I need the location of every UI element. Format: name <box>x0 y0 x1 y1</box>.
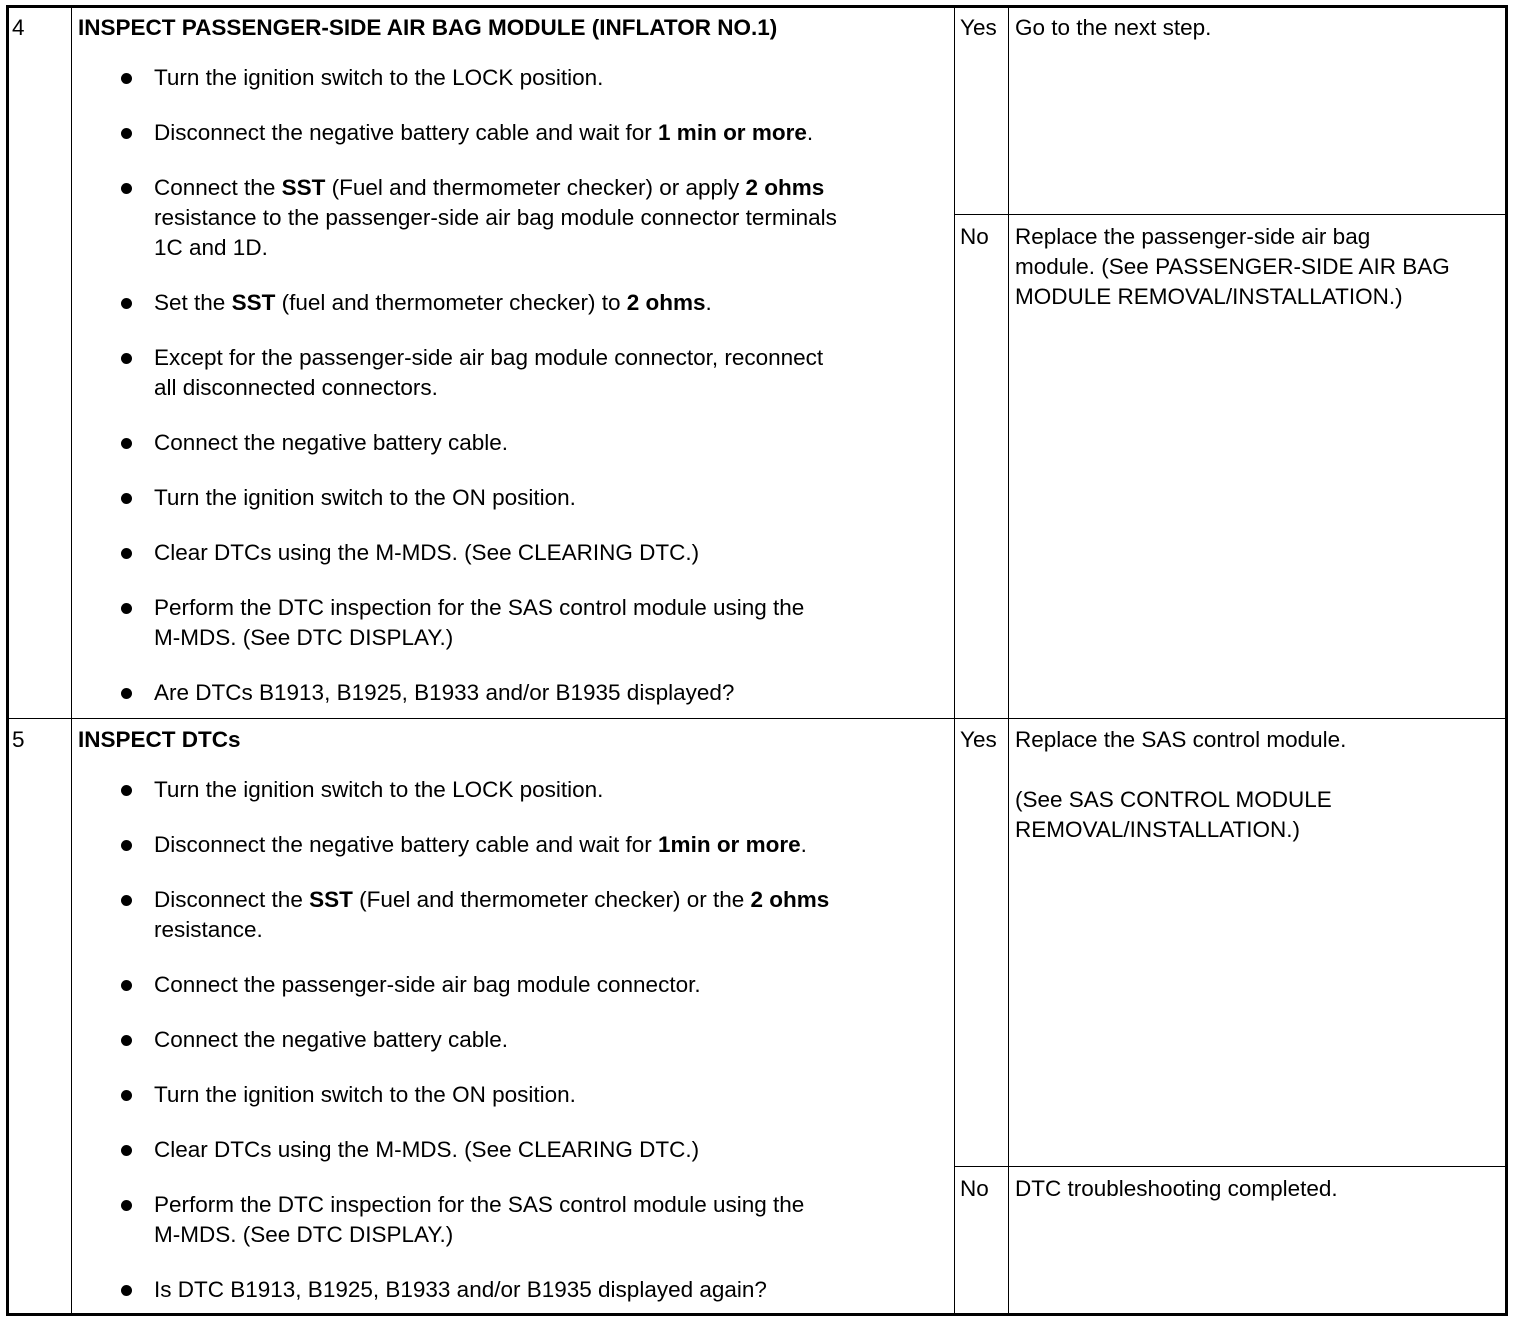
text-run: Disconnect the negative battery cable and wait for <box>154 120 659 145</box>
bullet-text <box>154 1190 804 1250</box>
text-run: . <box>705 290 712 315</box>
bullet-dot-icon <box>121 688 132 699</box>
text-run: Turn the ignition switch to the ON position. <box>154 1082 576 1107</box>
step-number: 4 <box>12 15 25 40</box>
bullet-text <box>154 593 804 653</box>
column-divider <box>954 8 955 1313</box>
no-action: DTC troubleshooting completed. <box>1015 1176 1338 1201</box>
bold-text: SST <box>281 175 326 200</box>
bold-text: SST <box>309 887 353 912</box>
text-run: . <box>800 832 807 857</box>
bullet-dot-icon <box>121 183 132 194</box>
yes-label: Yes <box>960 15 997 40</box>
bullet-text <box>154 288 712 318</box>
text-run: Turn the ignition switch to the LOCK position. <box>154 65 604 90</box>
bullet-dot-icon <box>121 980 132 991</box>
row-divider <box>9 718 1505 719</box>
text-run: (Fuel and thermometer checker) or apply <box>325 175 746 200</box>
bullet-dot-icon <box>121 298 132 309</box>
bullet-text <box>154 678 734 708</box>
bullet-dot-icon <box>121 603 132 614</box>
bold-text: 2 ohms <box>750 887 830 912</box>
yes-no-divider <box>955 1166 1505 1167</box>
bullet-dot-icon <box>121 548 132 559</box>
text-run: resistance. <box>154 917 263 942</box>
text-run: Connect the negative battery cable. <box>154 430 508 455</box>
text-run: (Fuel and thermometer checker) or the <box>352 887 751 912</box>
bullet-dot-icon <box>121 1145 132 1156</box>
bullet-dot-icon <box>121 438 132 449</box>
troubleshooting-table <box>6 5 1508 1316</box>
no-label: No <box>960 1176 989 1201</box>
bullet-text <box>154 428 508 458</box>
bullet-text <box>154 538 699 568</box>
bold-text: 1min or more <box>658 832 801 857</box>
text-run: Connect the negative battery cable. <box>154 1027 508 1052</box>
bold-text: 2 ohms <box>626 290 706 315</box>
bullet-text <box>154 173 837 263</box>
text-run: Turn the ignition switch to the ON position. <box>154 485 576 510</box>
no-action: Replace the passenger-side air bag module. (See PASSENGER-SIDE AIR BAG MODULE REMOVAL/INSTALLATION.) <box>1015 224 1450 309</box>
text-run: Except for the passenger-side air bag module connector, reconnect all disconnected connectors. <box>154 345 824 400</box>
yes-action: Go to the next step. <box>1015 15 1212 40</box>
yes-label: Yes <box>960 727 997 752</box>
bullet-text <box>154 1135 699 1165</box>
text-run: Connect the <box>154 175 282 200</box>
bullet-dot-icon <box>121 840 132 851</box>
bullet-text <box>154 63 603 93</box>
column-divider <box>71 8 72 1313</box>
text-run: Set the <box>154 290 232 315</box>
bullet-text <box>154 970 701 1000</box>
bold-text: 1 min or more <box>658 120 807 145</box>
no-label: No <box>960 224 989 249</box>
bullet-text <box>154 118 813 148</box>
bold-text: 2 ohms <box>745 175 825 200</box>
bullet-dot-icon <box>121 1200 132 1211</box>
bullet-text <box>154 343 823 403</box>
bold-text: SST <box>231 290 276 315</box>
bullet-dot-icon <box>121 353 132 364</box>
column-divider <box>1008 8 1009 1313</box>
yes-no-divider <box>955 214 1505 215</box>
bullet-text <box>154 830 807 860</box>
bullet-dot-icon <box>121 73 132 84</box>
text-run: resistance to the passenger-side air bag module connector terminals 1C and 1D. <box>154 205 837 260</box>
text-run: Disconnect the negative battery cable and wait for <box>154 832 659 857</box>
bullet-dot-icon <box>121 785 132 796</box>
bullet-text <box>154 1275 767 1305</box>
step-title: INSPECT PASSENGER-SIDE AIR BAG MODULE (INFLATOR NO.1) <box>78 15 778 40</box>
text-run: Clear DTCs using the M-MDS. (See CLEARING DTC.) <box>154 1137 700 1162</box>
bullet-dot-icon <box>121 1035 132 1046</box>
bullet-dot-icon <box>121 128 132 139</box>
bullet-text <box>154 483 576 513</box>
text-run: Perform the DTC inspection for the SAS control module using the M-MDS. (See DTC DISPLAY.) <box>154 595 805 650</box>
bullet-text <box>154 1080 576 1110</box>
text-run: (fuel and thermometer checker) to <box>275 290 627 315</box>
text-run: Connect the passenger-side air bag module connector. <box>154 972 701 997</box>
step-number: 5 <box>12 727 25 752</box>
bullet-text <box>154 775 603 805</box>
bullet-dot-icon <box>121 895 132 906</box>
bullet-text <box>154 1025 508 1055</box>
bullet-dot-icon <box>121 1090 132 1101</box>
text-run: Turn the ignition switch to the LOCK position. <box>154 777 604 802</box>
bullet-text <box>154 885 829 945</box>
step-title: INSPECT DTCs <box>78 727 241 752</box>
yes-action: Replace the SAS control module. (See SAS CONTROL MODULE REMOVAL/INSTALLATION.) <box>1015 727 1347 842</box>
text-run: Disconnect the <box>154 887 310 912</box>
text-run: . <box>806 120 814 145</box>
text-run: Clear DTCs using the M-MDS. (See CLEARING DTC.) <box>154 540 700 565</box>
bullet-dot-icon <box>121 1285 132 1296</box>
text-run: Perform the DTC inspection for the SAS control module using the M-MDS. (See DTC DISPLAY.) <box>154 1192 805 1247</box>
text-run: Are DTCs B1913, B1925, B1933 and/or B1935 displayed? <box>154 680 735 705</box>
text-run: Is DTC B1913, B1925, B1933 and/or B1935 displayed again? <box>154 1277 767 1302</box>
bullet-dot-icon <box>121 493 132 504</box>
